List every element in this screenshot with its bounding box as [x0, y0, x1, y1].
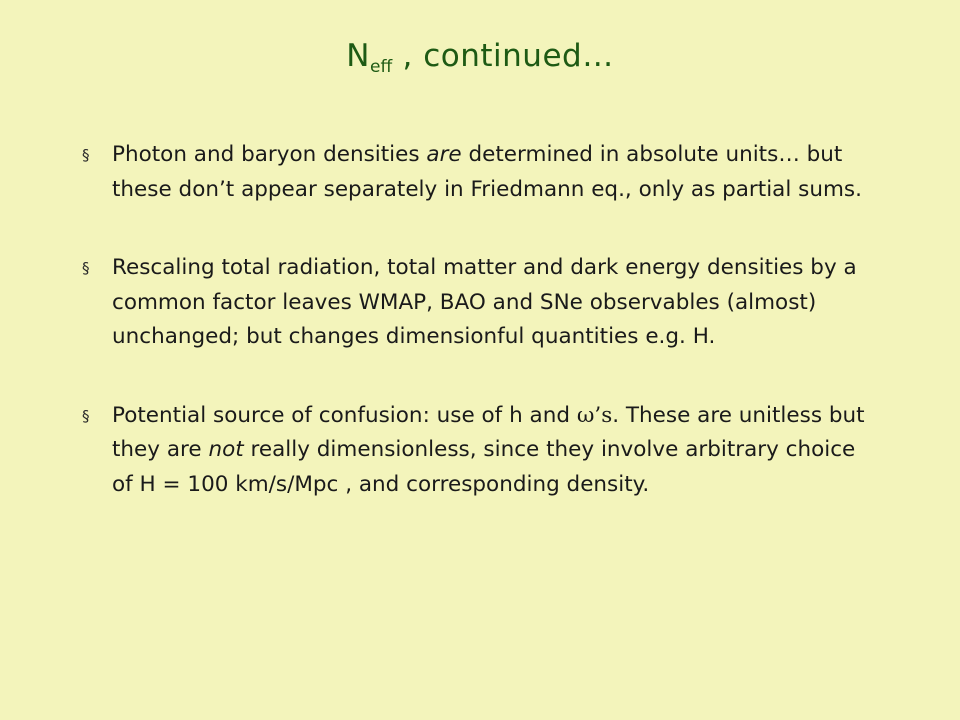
bullet-list [70, 138, 880, 546]
bullet-text-part: determined in absolute units… but these don’t appear separately in Friedmann eq., only as partial sums. [112, 142, 862, 202]
bullet-emphasis: are [426, 142, 462, 167]
slide-title [0, 38, 960, 77]
bullet-text: Rescaling total radiation, total matter and dark energy densities by a common factor leaves WMAP, BAO and SNe observables (almost) unchanged; but changes dimensionful quantities e.g. H. [112, 255, 857, 349]
title-subscript: eff [369, 57, 393, 77]
bullet-text-part: . These are unitless but they are [112, 402, 865, 462]
title-rest: , continued… [392, 38, 614, 74]
bullet-text-part: Photon and baryon densities [112, 142, 427, 167]
bullet-item-rescaling [70, 251, 880, 355]
title-main: N [346, 38, 370, 74]
bullet-emphasis: not [208, 437, 244, 462]
bullet-marker-icon: § [82, 146, 90, 164]
bullet-text-part: really dimensionless, since they involve arbitrary choice of H = 100 km/s/Mpc , and corresponding density. [112, 437, 856, 497]
bullet-marker-icon: § [82, 259, 90, 277]
bullet-marker-icon: § [82, 406, 90, 425]
bullet-text-part: Potential source of confusion: use of h and [112, 402, 577, 428]
bullet-item-confusion [70, 399, 880, 503]
bullet-item-densities [70, 138, 880, 207]
omega-symbol: ω’s [576, 402, 613, 428]
